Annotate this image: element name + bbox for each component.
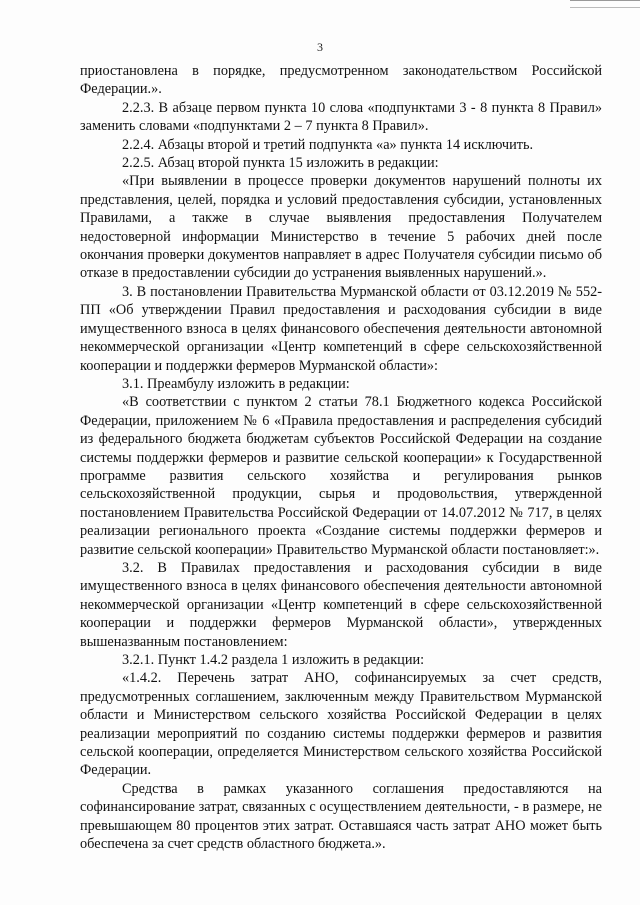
page-number: 3 — [317, 40, 323, 54]
paragraph-9: 3.2. В Правилах предоставления и расходования субсидии в виде имущественного взноса в целях финансового обеспечения деятельности автономной некоммерческой организации «Центр компетенций в сфере сельскохозяйственной кооперации и поддержки фермеров Мурманской области», утвержденных вышеназванным постановлением: — [80, 559, 602, 650]
document-body — [80, 62, 602, 853]
paragraph-10: 3.2.1. Пункт 1.4.2 раздела 1 изложить в редакции: — [122, 652, 425, 668]
scan-edge-mark — [570, 0, 640, 8]
paragraph-6: 3. В постановлении Правительства Мурманской области от 03.12.2019 № 552-ПП «Об утверждении Правил предоставления и расходования субсидии в виде имущественного взноса в целях финансового обеспечения деятельности автономной некоммерческой организации «Центр компетенций в сфере сельскохозяйственной кооперации и поддержки фермеров Мурманской области»: — [80, 283, 602, 374]
paragraph-7: 3.1. Преамбулу изложить в редакции: — [122, 375, 350, 392]
paragraph-3: 2.2.4. Абзацы второй и третий подпункта «а» пункта 14 исключить. — [122, 136, 534, 153]
paragraph-8: «В соответствии с пунктом 2 статьи 78.1 Бюджетного кодекса Российской Федерации, приложением № 6 «Правила предоставления и распределения субсидий из федерального бюджета бюджетам субъектов Российской Федерации на создание системы поддержки фермеров и развитие сельской кооперации» к Государственной программе развития сельского хозяйства и регулирования рынков сельскохозяйственной продукции, сырья и продовольствия, утвержденной постановлением Правительства Российской Федерации от 14.07.2012 № 717, в целях реализации регионального проекта «Создание системы поддержки фермеров и развитие сельской кооперации» Правительство Мурманской области постановляет:». — [80, 394, 602, 558]
paragraph-11: «1.4.2. Перечень затрат АНО, софинансируемых за счет средств, предусмотренных соглашением, заключенным между Правительством Мурманской области и Министерством сельского хозяйства Российской Федерации в целях реализации мероприятий по созданию системы поддержки фермеров и развития сельской кооперации, определяется Министерством сельского хозяйства Российской Федерации. — [80, 670, 602, 779]
paragraph-1: приостановлена в порядке, предусмотренном законодательством Российской Федерации.». — [80, 63, 602, 98]
paragraph-2: 2.2.3. В абзаце первом пункта 10 слова «подпунктами 3 - 8 пункта 8 Правил» заменить словами «подпунктами 2 – 7 пункта 8 Правил». — [80, 99, 602, 135]
paragraph-4: 2.2.5. Абзац второй пункта 15 изложить в редакции: — [122, 155, 439, 172]
paragraph-5: «При выявлении в процессе проверки документов нарушений полноты их представления, целей, порядка и условий предоставления субсидии, установленных Правилами, а также в случае выявления предоставления Получателем недостоверной информации Министерство в течение 5 рабочих дней после окончания проверки документов направляет в адрес Получателя субсидии письмо об отказе в предоставлении субсидии до устранения выявленных нарушений.». — [80, 173, 602, 282]
paragraph-12: Средства в рамках указанного соглашения предоставляются на софинансирование затрат, связанных с осуществлением деятельности, - в размере, не превышающем 80 процентов этих затрат. Оставшаяся часть затрат АНО может быть обеспечена за счет средств областного бюджета.». — [80, 780, 602, 853]
